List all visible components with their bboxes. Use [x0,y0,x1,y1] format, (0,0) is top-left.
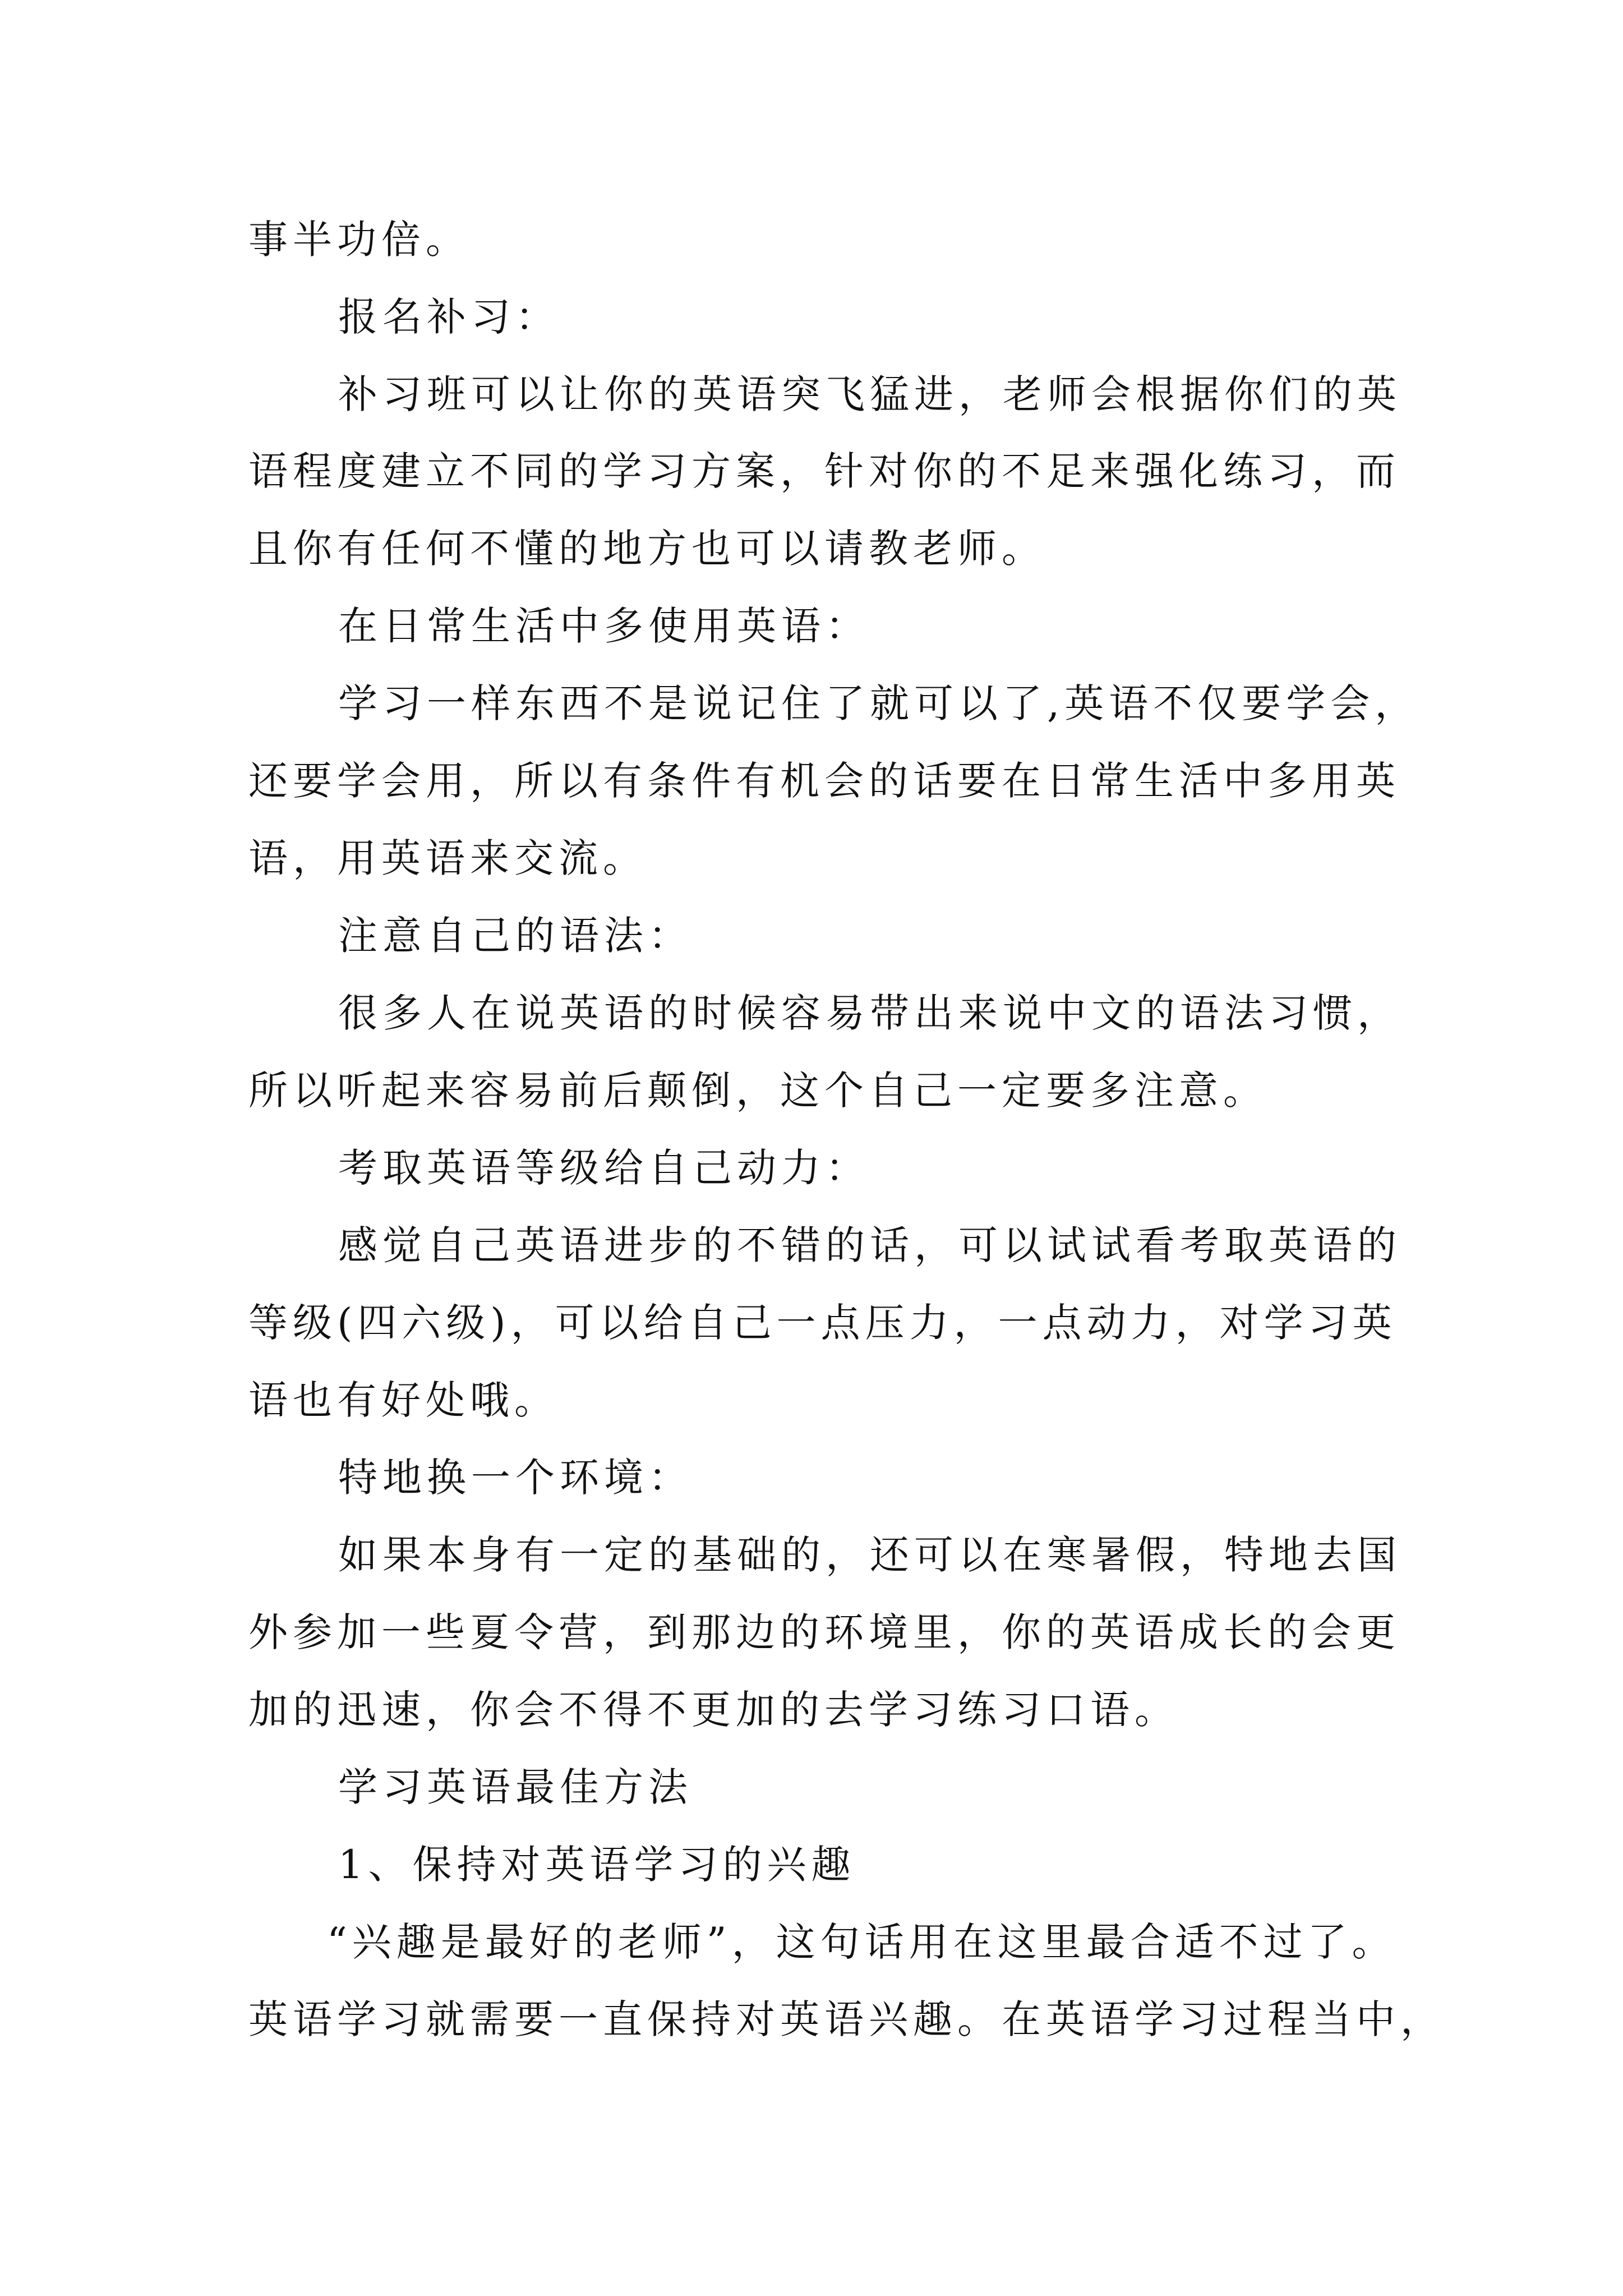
text-line: “兴趣是最好的老师”，这句话用在这里最合适不过了。 [327,1919,1396,1965]
text-line: 语，用英语来交流。 [248,835,647,881]
section-heading: 注意自己的语法： [338,913,693,959]
text-line: 外参加一些夏令营，到那边的环境里，你的英语成长的会更 [248,1609,1400,1655]
text-line: 语也有好处哦。 [248,1377,559,1423]
section-heading: 考取英语等级给自己动力： [338,1145,870,1191]
text-line: 感觉自己英语进步的不错的话，可以试试看考取英语的 [338,1222,1401,1268]
text-line: 事半功倍。 [248,217,470,263]
text-line: 很多人在说英语的时候容易带出来说中文的语法习惯， [338,990,1401,1036]
section-heading: 在日常生活中多使用英语： [338,603,870,649]
text-line: 加的迅速，你会不得不更加的去学习练习口语。 [248,1687,1179,1733]
text-line: 所以听起来容易前后颠倒，这个自己一定要多注意。 [248,1068,1267,1114]
text-line: 且你有任何不懂的地方也可以请教老师。 [248,526,1046,572]
text-line: 等级(四六级)，可以给自己一点压力，一点动力，对学习英 [248,1300,1397,1346]
text-line: 补习班可以让你的英语突飞猛进，老师会根据你们的英 [338,371,1401,417]
section-heading: 学习英语最佳方法 [338,1764,693,1810]
section-heading: 特地换一个环境： [338,1455,693,1501]
text-line: 学习一样东西不是说记住了就可以了,英语不仅要学会， [338,680,1419,726]
text-line: 语程度建立不同的学习方案，针对你的不足来强化练习，而 [248,448,1400,494]
text-line: 如果本身有一定的基础的，还可以在寒暑假，特地去国 [338,1532,1401,1578]
list-item-heading: 1、保持对英语学习的兴趣 [338,1842,856,1888]
section-heading: 报名补习： [338,294,560,340]
text-line: 还要学会用，所以有条件有机会的话要在日常生活中多用英 [248,758,1400,804]
text-line: 英语学习就需要一直保持对英语兴趣。在英语学习过程当中， [248,1996,1445,2042]
